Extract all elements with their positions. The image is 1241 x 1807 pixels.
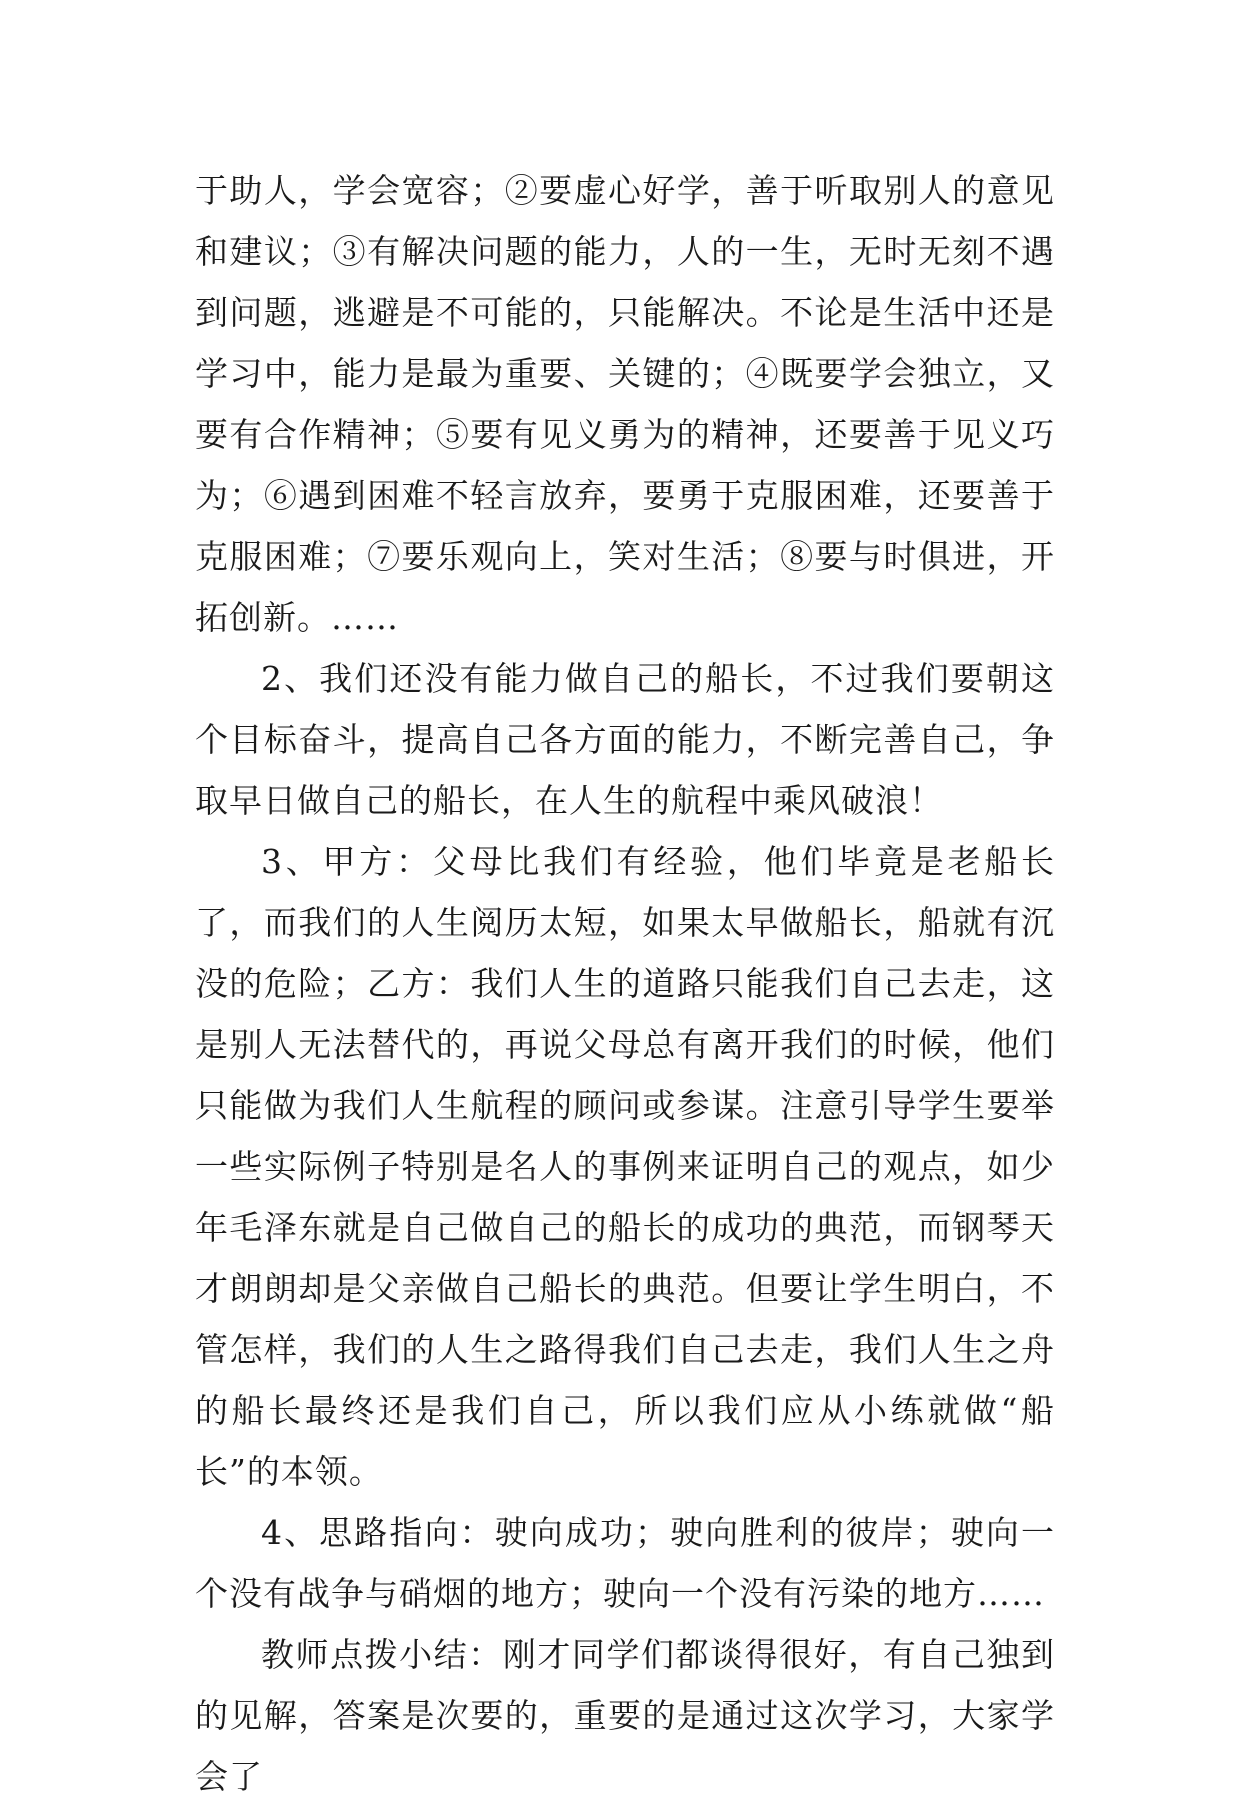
paragraph-item-3: 3、甲方：父母比我们有经验，他们毕竟是老船长了，而我们的人生阅历太短，如果太早做船长，船就有沉没的危险；乙方：我们人生的道路只能我们自己去走，这是别人无法替代的，再说父母总有离开我们的时候，他们只能做为我们人生航程的顾问或参谋。注意引导学生要举一些实际例子特别是名人的事例来证明自己的观点，如少年毛泽东就是自己做自己的船长的成功的典范，而钢琴天才朗朗却是父亲做自己船长的典范。但要让学生明白，不管怎样，我们的人生之路得我们自己去走，我们人生之舟的船长最终还是我们自己，所以我们应从小练就做“船长”的本领。 [195, 842, 1055, 1491]
paragraph-item-4: 4、思路指向：驶向成功；驶向胜利的彼岸；驶向一个没有战争与硝烟的地方；驶向一个没有污染的地方…… [195, 1513, 1055, 1613]
document-body [195, 160, 1055, 1807]
paragraph-item-2: 2、我们还没有能力做自己的船长，不过我们要朝这个目标奋斗，提高自己各方面的能力，不断完善自己，争取早日做自己的船长，在人生的航程中乘风破浪！ [195, 659, 1055, 820]
paragraph-teacher-summary: 教师点拨小结：刚才同学们都谈得很好，有自己独到的见解，答案是次要的，重要的是通过这次学习，大家学会了 [195, 1635, 1055, 1796]
paragraph-continuation: 于助人，学会宽容；②要虚心好学，善于听取别人的意见和建议；③有解决问题的能力，人的一生，无时无刻不遇到问题，逃避是不可能的，只能解决。不论是生活中还是学习中，能力是最为重要、关键的；④既要学会独立，又要有合作精神；⑤要有见义勇为的精神，还要善于见义巧为；⑥遇到困难不轻言放弃，要勇于克服困难，还要善于克服困难；⑦要乐观向上，笑对生活；⑧要与时俱进，开拓创新。…… [195, 171, 1055, 637]
